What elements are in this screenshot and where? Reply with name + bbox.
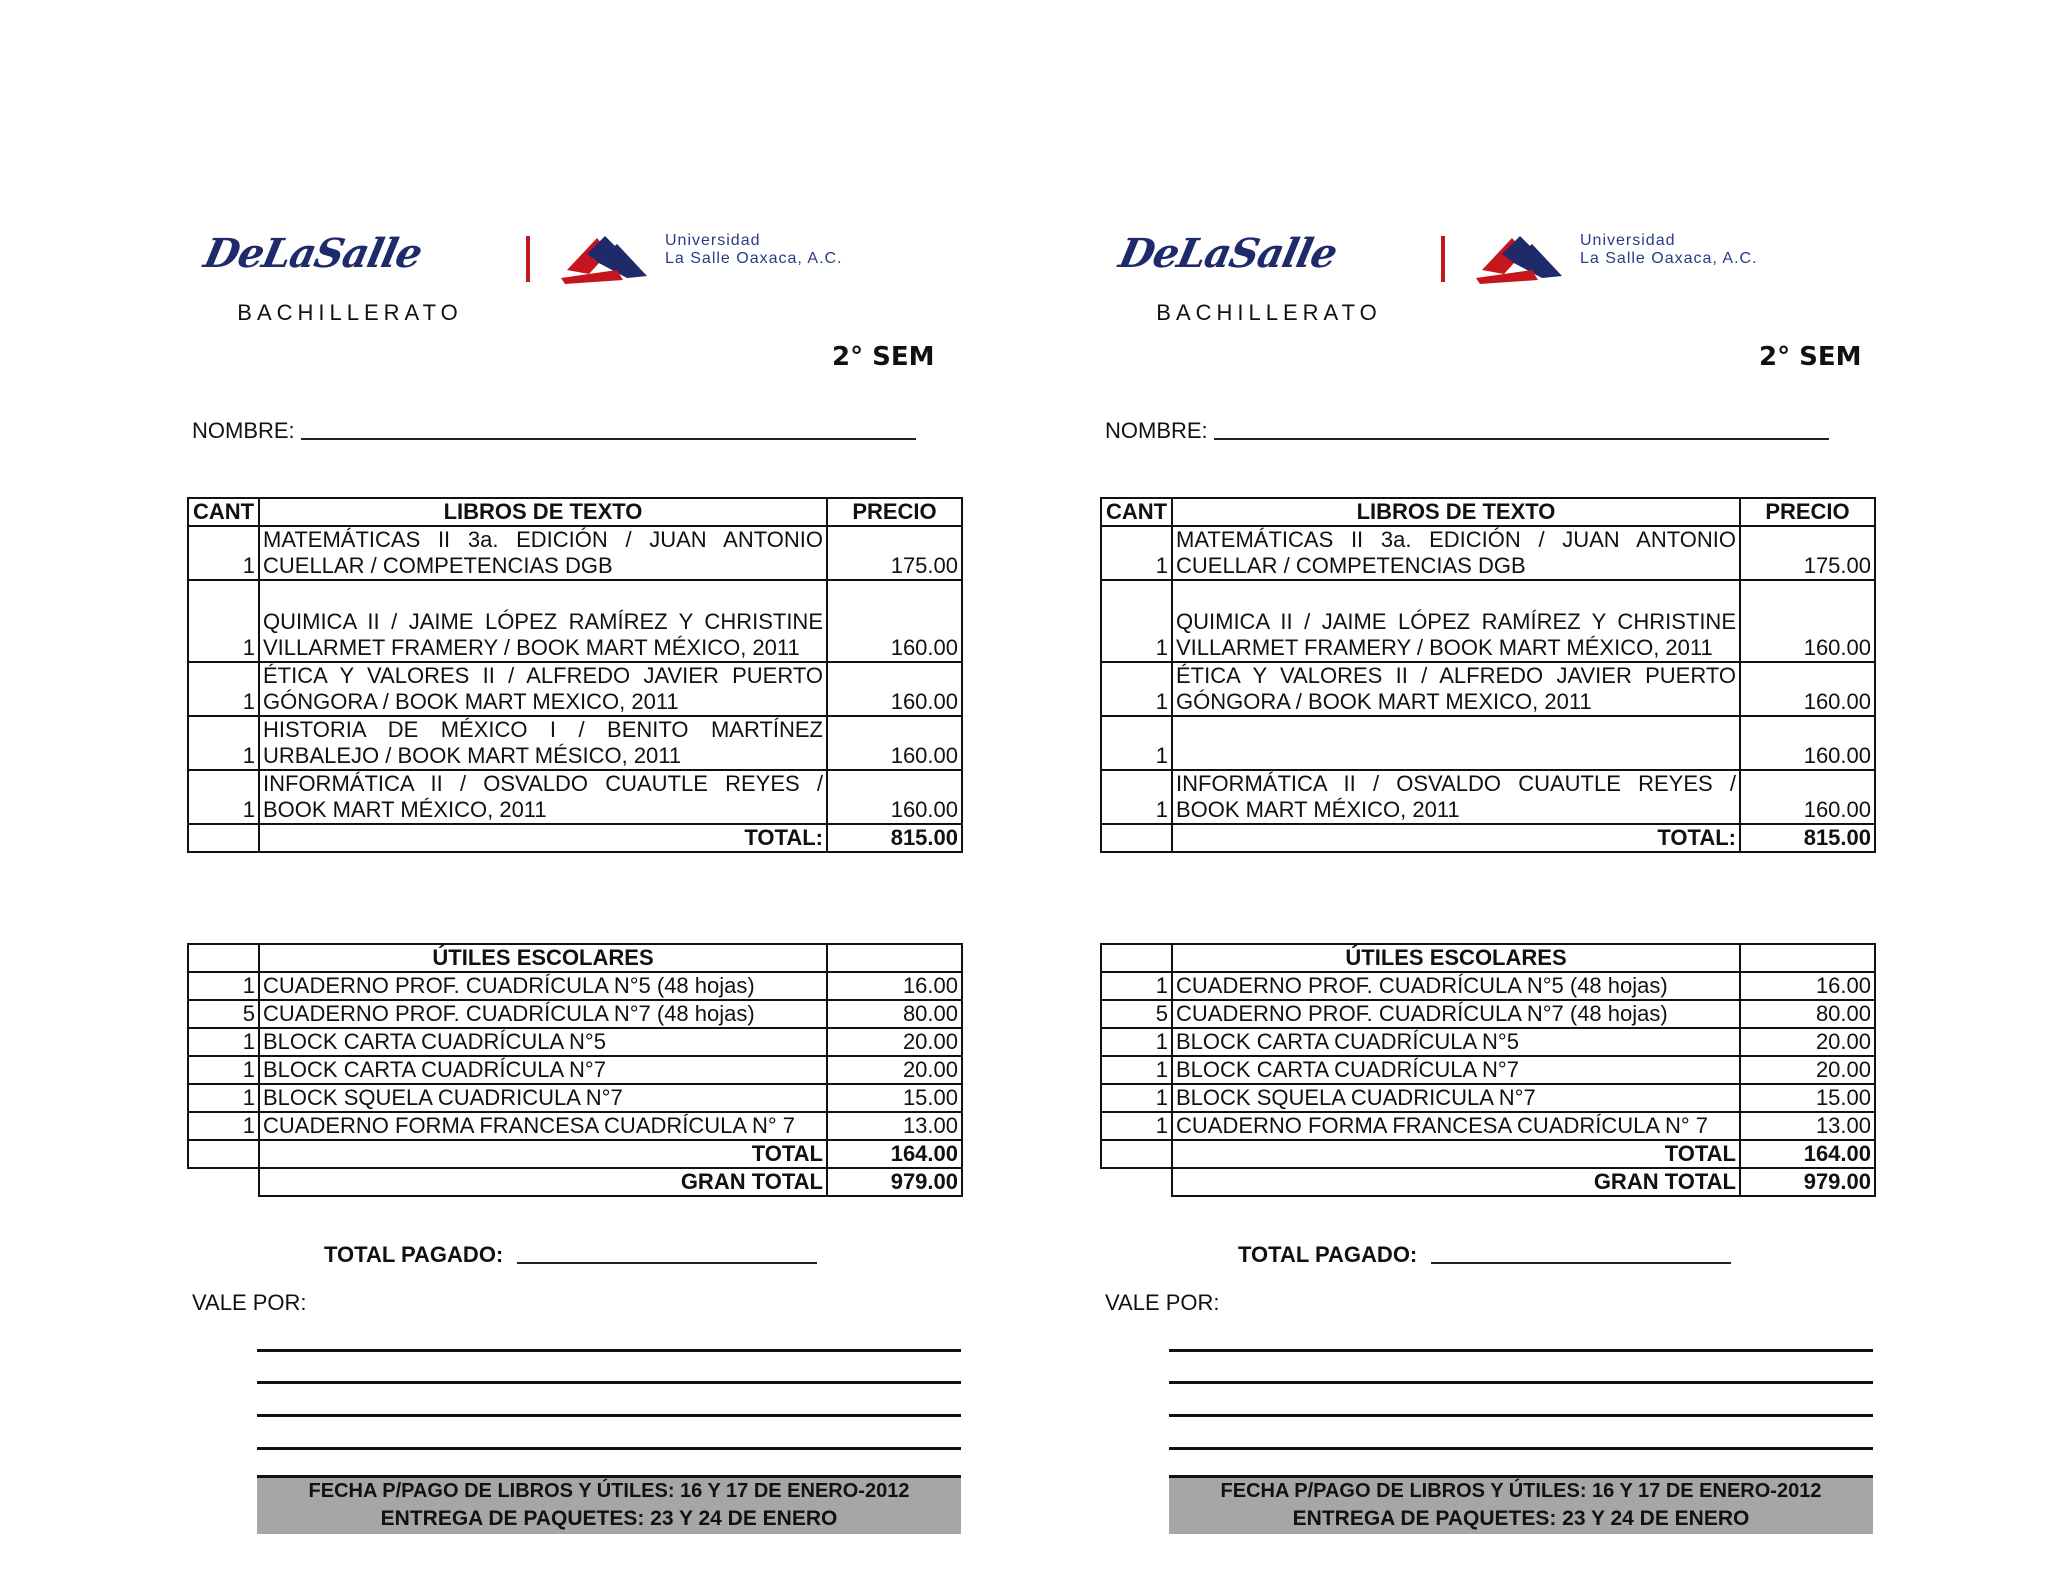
payment-dates-banner <box>1169 1475 1873 1534</box>
supplies-total-label: TOTAL <box>259 1140 827 1168</box>
university-line1: Universidad <box>665 232 761 249</box>
total-paid-field[interactable] <box>324 1242 817 1268</box>
logo-divider <box>526 236 530 282</box>
table-row <box>1101 526 1875 580</box>
supply-price: 20.00 <box>827 1056 962 1084</box>
lasalle-emblem-icon <box>557 234 649 284</box>
book-qty: 1 <box>188 580 259 662</box>
book-qty: 1 <box>188 662 259 716</box>
table-row <box>188 1056 962 1084</box>
book-desc: INFORMÁTICA II / OSVALDO CUAUTLE REYES / BOOK MART MÉXICO, 2011 <box>259 770 827 824</box>
supply-qty: 1 <box>1101 1056 1172 1084</box>
empty-cell <box>1101 1140 1172 1168</box>
col-price-header: PRECIO <box>827 498 962 526</box>
supply-desc: BLOCK CARTA CUADRÍCULA N°5 <box>259 1028 827 1056</box>
book-qty: 1 <box>1101 526 1172 580</box>
table-row <box>188 1084 962 1112</box>
supply-desc: CUADERNO PROF. CUADRÍCULA N°7 (48 hojas) <box>259 1000 827 1028</box>
payment-date-text: FECHA P/PAGO DE LIBROS Y ÚTILES: 16 Y 17 DE ENERO-2012 <box>1220 1480 1822 1502</box>
table-row <box>188 1000 962 1028</box>
book-price: 160.00 <box>827 716 962 770</box>
table-row <box>188 716 962 770</box>
books-total-label: TOTAL: <box>1172 824 1740 852</box>
voucher-label: VALE POR: <box>1105 1290 1220 1315</box>
books-total: 815.00 <box>827 824 962 852</box>
book-desc: HISTORIA DE MÉXICO I / BENITO MARTÍNEZ URBALEJO / BOOK MART MÉSICO, 2011 <box>259 716 827 770</box>
book-qty: 1 <box>188 526 259 580</box>
supply-desc: BLOCK CARTA CUADRÍCULA N°5 <box>1172 1028 1740 1056</box>
voucher-line[interactable] <box>1169 1349 1873 1352</box>
voucher-line[interactable] <box>257 1414 961 1417</box>
book-price: 175.00 <box>1740 526 1875 580</box>
table-row <box>1101 770 1875 824</box>
book-desc: ÉTICA Y VALORES II / ALFREDO JAVIER PUERTO GÓNGORA / BOOK MART MEXICO, 2011 <box>259 662 827 716</box>
book-price: 160.00 <box>827 770 962 824</box>
grand-total-row <box>188 1168 962 1196</box>
total-paid-field[interactable] <box>1238 1242 1731 1268</box>
supply-qty: 1 <box>1101 1028 1172 1056</box>
university-line2: La Salle Oaxaca, A.C. <box>1580 250 1758 267</box>
table-row <box>1101 580 1875 662</box>
table-row <box>1101 716 1875 770</box>
book-price: 175.00 <box>827 526 962 580</box>
table-row <box>188 1028 962 1056</box>
university-line2: La Salle Oaxaca, A.C. <box>665 250 843 267</box>
table-row <box>1101 1000 1875 1028</box>
book-desc <box>1172 716 1740 770</box>
empty-cell <box>188 1168 259 1196</box>
total-paid-line[interactable] <box>517 1262 817 1264</box>
book-price: 160.00 <box>1740 716 1875 770</box>
supply-price: 13.00 <box>827 1112 962 1140</box>
supply-desc: BLOCK CARTA CUADRÍCULA N°7 <box>259 1056 827 1084</box>
col-qty-header: CANT <box>1101 498 1172 526</box>
col-price-header: PRECIO <box>1740 498 1875 526</box>
supply-price: 16.00 <box>827 972 962 1000</box>
book-price: 160.00 <box>1740 770 1875 824</box>
supply-qty: 1 <box>188 1056 259 1084</box>
supply-desc: CUADERNO PROF. CUADRÍCULA N°7 (48 hojas) <box>1172 1000 1740 1028</box>
table-row <box>1101 1028 1875 1056</box>
book-desc: INFORMÁTICA II / OSVALDO CUAUTLE REYES / BOOK MART MÉXICO, 2011 <box>1172 770 1740 824</box>
supply-price: 20.00 <box>1740 1028 1875 1056</box>
supply-desc: CUADERNO PROF. CUADRÍCULA N°5 (48 hojas) <box>1172 972 1740 1000</box>
book-desc: MATEMÁTICAS II 3a. EDICIÓN / JUAN ANTONIO CUELLAR / COMPETENCIAS DGB <box>1172 526 1740 580</box>
books-total-label: TOTAL: <box>259 824 827 852</box>
grand-total: 979.00 <box>1740 1168 1875 1196</box>
supply-price: 20.00 <box>1740 1056 1875 1084</box>
empty-cell <box>1101 944 1172 972</box>
supplies-total: 164.00 <box>827 1140 962 1168</box>
book-qty: 1 <box>1101 662 1172 716</box>
school-level: BACHILLERATO <box>1156 300 1382 325</box>
supply-qty: 1 <box>188 1028 259 1056</box>
col-supplies-header: ÚTILES ESCOLARES <box>1172 944 1740 972</box>
supply-desc: BLOCK SQUELA CUADRICULA N°7 <box>259 1084 827 1112</box>
supply-price: 16.00 <box>1740 972 1875 1000</box>
table-row <box>1101 972 1875 1000</box>
voucher-line[interactable] <box>1169 1414 1873 1417</box>
name-field[interactable] <box>192 418 916 444</box>
order-form-right <box>915 0 1915 1582</box>
total-paid-label: TOTAL PAGADO: <box>1238 1242 1418 1267</box>
supply-qty: 1 <box>1101 972 1172 1000</box>
supply-desc: CUADERNO FORMA FRANCESA CUADRÍCULA N° 7 <box>1172 1112 1740 1140</box>
books-table <box>187 497 963 853</box>
table-row <box>1101 1056 1875 1084</box>
semester-label: 2° SEM <box>832 342 935 372</box>
supplies-table <box>1100 943 1876 1197</box>
supply-price: 80.00 <box>827 1000 962 1028</box>
delivery-date-text: ENTREGA DE PAQUETES: 23 Y 24 DE ENERO <box>1292 1507 1750 1530</box>
col-supplies-header: ÚTILES ESCOLARES <box>259 944 827 972</box>
empty-cell <box>188 1140 259 1168</box>
supply-qty: 1 <box>188 1112 259 1140</box>
delivery-date-text: ENTREGA DE PAQUETES: 23 Y 24 DE ENERO <box>380 1507 838 1530</box>
col-qty-header: CANT <box>188 498 259 526</box>
supply-price: 80.00 <box>1740 1000 1875 1028</box>
voucher-line[interactable] <box>1169 1381 1873 1384</box>
table-row <box>1101 1112 1875 1140</box>
grand-total-label: GRAN TOTAL <box>1172 1168 1740 1196</box>
table-row <box>1101 662 1875 716</box>
book-qty: 1 <box>1101 580 1172 662</box>
order-form-left <box>0 0 1000 1582</box>
supply-price: 20.00 <box>827 1028 962 1056</box>
book-desc: QUIMICA II / JAIME LÓPEZ RAMÍREZ Y CHRISTINE VILLARMET FRAMERY / BOOK MART MÉXICO, 2011 <box>259 580 827 662</box>
payment-date-text: FECHA P/PAGO DE LIBROS Y ÚTILES: 16 Y 17 DE ENERO-2012 <box>308 1480 910 1502</box>
grand-total-row <box>1101 1168 1875 1196</box>
voucher-line[interactable] <box>257 1447 961 1450</box>
empty-cell <box>1101 824 1172 852</box>
col-books-header: LIBROS DE TEXTO <box>1172 498 1740 526</box>
book-desc: ÉTICA Y VALORES II / ALFREDO JAVIER PUERTO GÓNGORA / BOOK MART MEXICO, 2011 <box>1172 662 1740 716</box>
supply-desc: CUADERNO PROF. CUADRÍCULA N°5 (48 hojas) <box>259 972 827 1000</box>
table-row <box>188 662 962 716</box>
empty-cell <box>1740 944 1875 972</box>
supply-qty: 1 <box>1101 1084 1172 1112</box>
delasalle-wordmark: DeLaSalle <box>200 230 426 277</box>
supply-qty: 1 <box>1101 1112 1172 1140</box>
supply-price: 15.00 <box>1740 1084 1875 1112</box>
total-paid-label: TOTAL PAGADO: <box>324 1242 504 1267</box>
lasalle-logo <box>200 230 905 290</box>
book-price: 160.00 <box>1740 662 1875 716</box>
payment-dates-banner <box>257 1475 961 1534</box>
voucher-label: VALE POR: <box>192 1290 307 1315</box>
supply-qty: 1 <box>188 972 259 1000</box>
table-row <box>188 526 962 580</box>
voucher-line[interactable] <box>257 1381 961 1384</box>
table-row <box>188 580 962 662</box>
table-row <box>1101 1084 1875 1112</box>
book-qty: 1 <box>188 716 259 770</box>
book-qty: 1 <box>1101 716 1172 770</box>
book-qty: 1 <box>1101 770 1172 824</box>
empty-cell <box>1101 1168 1172 1196</box>
delasalle-wordmark: DeLaSalle <box>1115 230 1341 277</box>
books-total-row <box>188 824 962 852</box>
table-row <box>188 770 962 824</box>
supply-price: 13.00 <box>1740 1112 1875 1140</box>
supply-desc: CUADERNO FORMA FRANCESA CUADRÍCULA N° 7 <box>259 1112 827 1140</box>
supplies-total-row <box>1101 1140 1875 1168</box>
book-price: 160.00 <box>827 662 962 716</box>
name-field[interactable] <box>1105 418 1829 444</box>
book-desc: MATEMÁTICAS II 3a. EDICIÓN / JUAN ANTONIO CUELLAR / COMPETENCIAS DGB <box>259 526 827 580</box>
supply-qty: 5 <box>1101 1000 1172 1028</box>
semester-label: 2° SEM <box>1759 342 1862 372</box>
name-label: NOMBRE: <box>192 418 295 443</box>
grand-total: 979.00 <box>827 1168 962 1196</box>
supplies-total-row <box>188 1140 962 1168</box>
supplies-total-label: TOTAL <box>1172 1140 1740 1168</box>
books-total-row <box>1101 824 1875 852</box>
book-desc: QUIMICA II / JAIME LÓPEZ RAMÍREZ Y CHRISTINE VILLARMET FRAMERY / BOOK MART MÉXICO, 2011 <box>1172 580 1740 662</box>
name-line[interactable] <box>1214 438 1829 440</box>
total-paid-line[interactable] <box>1431 1262 1731 1264</box>
book-qty: 1 <box>188 770 259 824</box>
empty-cell <box>188 824 259 852</box>
table-row <box>188 972 962 1000</box>
book-price: 160.00 <box>1740 580 1875 662</box>
supplies-total: 164.00 <box>1740 1140 1875 1168</box>
book-price: 160.00 <box>827 580 962 662</box>
books-total: 815.00 <box>1740 824 1875 852</box>
logo-divider <box>1441 236 1445 282</box>
books-table <box>1100 497 1876 853</box>
name-label: NOMBRE: <box>1105 418 1208 443</box>
voucher-line[interactable] <box>257 1349 961 1352</box>
school-level: BACHILLERATO <box>237 300 463 325</box>
voucher-line[interactable] <box>1169 1447 1873 1450</box>
name-line[interactable] <box>301 438 916 440</box>
lasalle-logo <box>1115 230 1820 290</box>
grand-total-label: GRAN TOTAL <box>259 1168 827 1196</box>
empty-cell <box>188 944 259 972</box>
supply-qty: 1 <box>188 1084 259 1112</box>
supply-desc: BLOCK CARTA CUADRÍCULA N°7 <box>1172 1056 1740 1084</box>
lasalle-emblem-icon <box>1472 234 1564 284</box>
university-line1: Universidad <box>1580 232 1676 249</box>
supply-qty: 5 <box>188 1000 259 1028</box>
col-books-header: LIBROS DE TEXTO <box>259 498 827 526</box>
supplies-table <box>187 943 963 1197</box>
supply-price: 15.00 <box>827 1084 962 1112</box>
supply-desc: BLOCK SQUELA CUADRICULA N°7 <box>1172 1084 1740 1112</box>
table-row <box>188 1112 962 1140</box>
